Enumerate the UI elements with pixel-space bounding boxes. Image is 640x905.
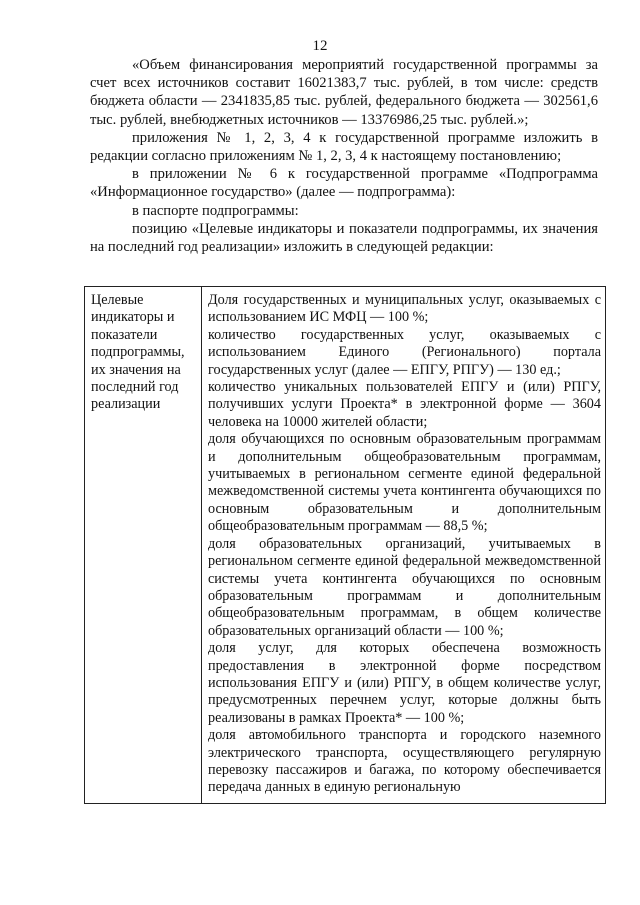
paragraph-financing: «Объем финансирования мероприятий государственной программы за счет всех источников составит 16021383,7 тыс. рублей, в том числе: средств бюджета области — 2341835,85 тыс. рублей, федерального бюджета — 302561,6 тыс. рублей, внебюджетных источников — 13376986,25 тыс. рублей.»;	[90, 57, 598, 128]
indicator-item: Доля государственных и муниципальных услуг, оказываемых с использованием ИС МФЦ — 100 %;	[208, 292, 601, 326]
paragraph-position: позицию «Целевые индикаторы и показатели подпрограммы, их значения на последний год реализации» изложить в следующей редакции:	[90, 220, 598, 256]
indicator-item: количество уникальных пользователей ЕПГУ и (или) РПГУ, получивших услуги Проекта* в электронной форме — 3604 человека на 10000 жителей области;	[208, 379, 601, 430]
row-label: Целевые индикаторы и показатели подпрограммы, их значения на последний год реализации	[85, 287, 202, 804]
indicator-item: доля обучающихся по основным образовательным программам и дополнительным общеобразовательным программам, учитываемых в региональном сегменте единой федеральной межведомственной системы учета контингента обучающихся по основным образовательным и дополнительным общеобразовательным программам — 88,5 %;	[208, 431, 601, 535]
passport-table	[84, 286, 606, 804]
table-row	[85, 287, 606, 804]
paragraph-appendix-6: в приложении № 6 к государственной программе «Подпрограмма «Информационное государство» (далее — подпрограмма):	[90, 166, 598, 201]
row-value	[202, 287, 606, 804]
indicator-item: доля услуг, для которых обеспечена возможность предоставления в электронной форме посредством использования ЕПГУ и (или) РПГУ, в общем количестве услуг, предусмотренных перечнем услуг, которые должны быть реализованы в рамках Проекта* — 100 %;	[208, 640, 601, 726]
indicator-item: количество государственных услуг, оказываемых с использованием Единого (Регионального) портала государственных услуг (далее — ЕПГУ, РПГУ) — 130 ед.;	[208, 326, 601, 378]
paragraph-passport: в паспорте подпрограммы:	[132, 202, 299, 219]
intro-text	[90, 56, 598, 256]
indicator-item: доля образовательных организаций, учитываемых в региональном сегменте единой федеральной межведомственной системы учета контингента обучающихся по основным образовательным программам и дополнительным общеобразовательным программам, в общем количестве образовательных организаций области — 100 %;	[208, 535, 601, 639]
indicator-item: доля автомобильного транспорта и городского наземного электрического транспорта, осуществляющего регулярную перевозку пассажиров и багажа, по которому обеспечивается передача данных в единую региональную	[208, 727, 601, 796]
page-number: 12	[312, 38, 328, 54]
paragraph-appendices: приложения № 1, 2, 3, 4 к государственной программе изложить в редакции согласно приложениям № 1, 2, 3, 4 к настоящему постановлению;	[90, 129, 598, 165]
